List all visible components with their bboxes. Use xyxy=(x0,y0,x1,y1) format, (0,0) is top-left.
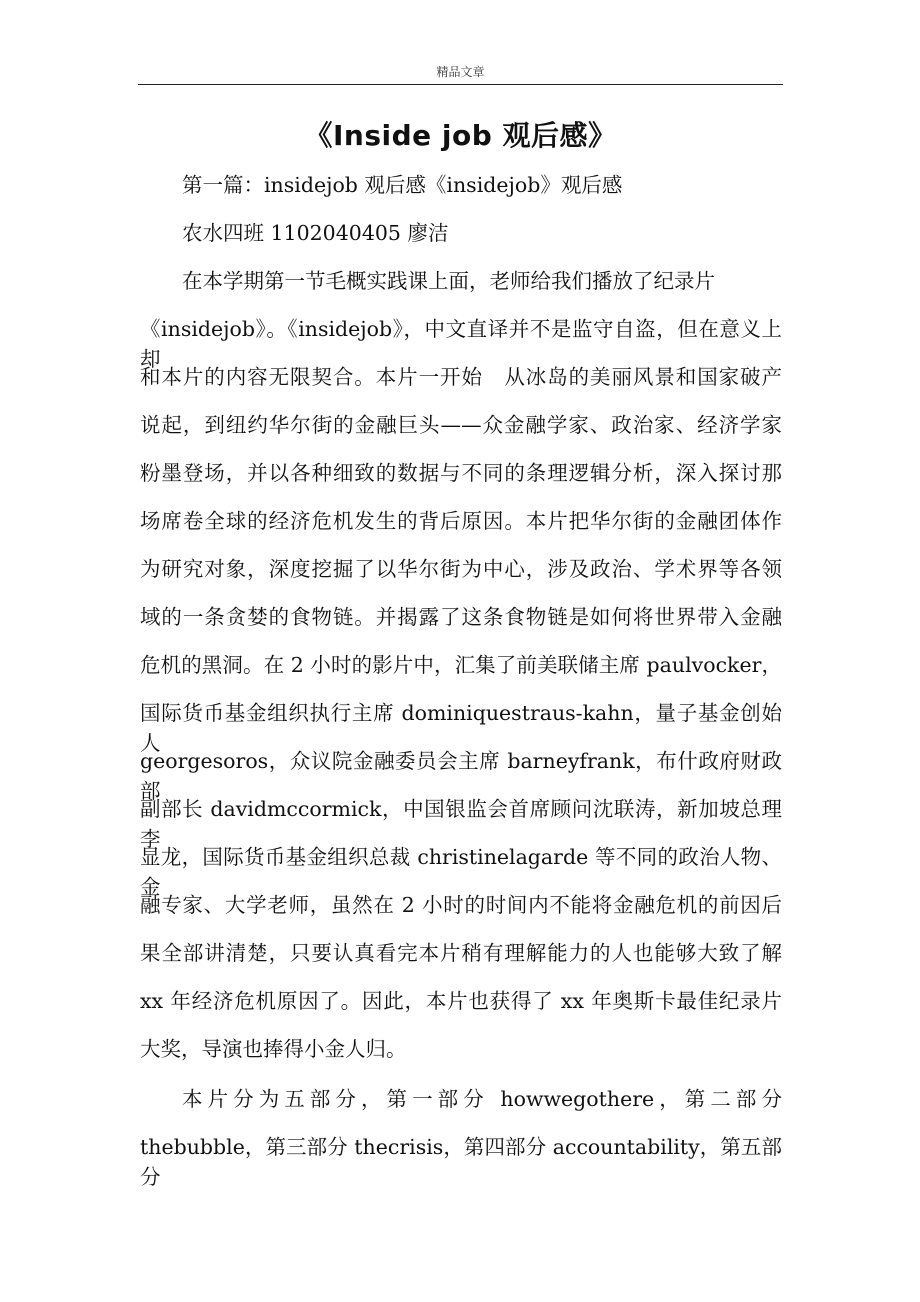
paragraph-line: xx 年经济危机原因了。因此，本片也获得了 xx 年奥斯卡最佳纪录片 xyxy=(140,989,782,1013)
paragraph-line: 在本学期第一节毛概实践课上面，老师给我们播放了纪录片 xyxy=(182,269,715,293)
paragraph-line: 《insidejob》。《insidejob》，中文直译并不是监守自盗，但在意义上却 xyxy=(140,317,782,371)
paragraph-line: 显龙，国际货币基金组织总裁 christinelagarde 等不同的政治人物、金 xyxy=(140,845,782,899)
paragraph-line: 场席卷全球的经济危机发生的背后原因。本片把华尔街的金融团体作 xyxy=(140,509,782,533)
paragraph-line: 本片分为五部分，第一部分 howwegothere，第二部分 xyxy=(182,1087,782,1111)
header-divider xyxy=(138,84,783,85)
paragraph-line: 为研究对象，深度挖掘了以华尔街为中心，涉及政治、学术界等各领 xyxy=(140,557,782,581)
paragraph-line: 大奖，导演也捧得小金人归。 xyxy=(140,1037,407,1061)
paragraph-line: 果全部讲清楚，只要认真看完本片稍有理解能力的人也能够大致了解 xyxy=(140,941,782,965)
paragraph-line: georgesoros，众议院金融委员会主席 barneyfrank，布什政府财政部 xyxy=(140,749,782,803)
paragraph-line: 和本片的内容无限契合。本片一开始 从冰岛的美丽风景和国家破产 xyxy=(140,365,782,389)
section-heading: 第一篇：insidejob 观后感《insidejob》观后感 xyxy=(182,173,623,197)
author-line: 农水四班 1102040405 廖洁 xyxy=(182,221,449,245)
document-title: 《Inside job 观后感》 xyxy=(304,119,617,152)
paragraph-line: 域的一条贪婪的食物链。并揭露了这条食物链是如何将世界带入金融 xyxy=(140,605,782,629)
page-header: 精品文章 xyxy=(436,65,485,79)
paragraph-line: 融专家、大学老师，虽然在 2 小时的时间内不能将金融危机的前因后 xyxy=(140,893,782,917)
paragraph-line: 说起，到纽约华尔街的金融巨头——众金融学家、政治家、经济学家 xyxy=(140,413,782,437)
paragraph-line: 危机的黑洞。在 2 小时的影片中，汇集了前美联储主席 paulvocker， xyxy=(140,653,782,677)
paragraph-line: thebubble，第三部分 thecrisis，第四部分 accountability，第五部分 xyxy=(140,1135,782,1189)
paragraph-line: 粉墨登场，并以各种细致的数据与不同的条理逻辑分析，深入探讨那 xyxy=(140,461,782,485)
paragraph-line: 副部长 davidmccormick，中国银监会首席顾问沈联涛，新加坡总理李 xyxy=(140,797,782,851)
paragraph-line: 国际货币基金组织执行主席 dominiquestraus-kahn，量子基金创始人 xyxy=(140,701,782,755)
